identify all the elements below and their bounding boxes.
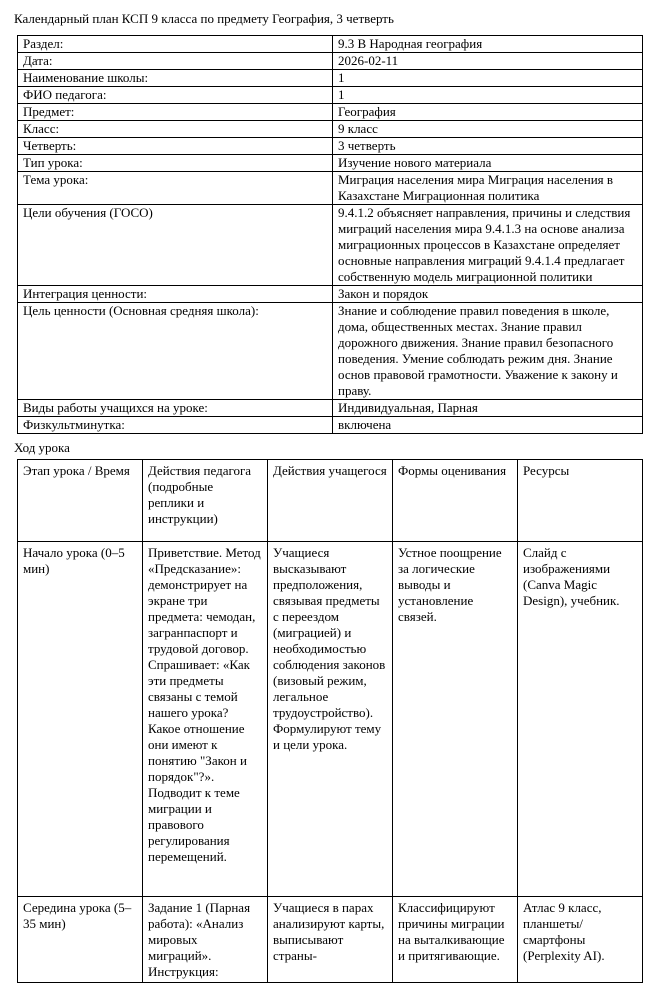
info-label: Тема урока: [18, 172, 333, 205]
info-row [18, 36, 643, 53]
plan-cell-assessment: Классифицируют причины миграции на выталкивающие и притягивающие. [393, 897, 518, 983]
info-value: 9.4.1.2 объясняет направления, причины и следствия миграций населения мира 9.4.1.3 на основе анализа миграционных процессов в Казахстане определяет основные направления миграций 9.4.1.4 предлагает собственную модель миграционной политики [333, 205, 643, 286]
info-value: 1 [333, 87, 643, 104]
info-row [18, 400, 643, 417]
info-label: Наименование школы: [18, 70, 333, 87]
plan-cell-stage: Начало урока (0–5 мин) [18, 542, 143, 897]
info-label: Раздел: [18, 36, 333, 53]
info-value: 9 класс [333, 121, 643, 138]
info-value: 3 четверть [333, 138, 643, 155]
info-row [18, 138, 643, 155]
info-value: Закон и порядок [333, 286, 643, 303]
info-label: Виды работы учащихся на уроке: [18, 400, 333, 417]
plan-cell-resources: Слайд с изображениями (Canva Magic Design), учебник. [518, 542, 643, 897]
info-label: Дата: [18, 53, 333, 70]
info-row [18, 155, 643, 172]
lesson-plan-table [17, 459, 643, 983]
plan-cell-stage: Середина урока (5–35 мин) [18, 897, 143, 983]
plan-cell-assessment: Устное поощрение за логические выводы и установление связей. [393, 542, 518, 897]
info-label: Физкультминутка: [18, 417, 333, 434]
info-row [18, 417, 643, 434]
info-value: Знание и соблюдение правил поведения в школе, дома, общественных местах. Знание правил дорожного движения. Знание правил безопасного поведения. Умение соблюдать режим дня. Знание основ правовой грамотности. Уважение к закону и праву. [333, 303, 643, 400]
info-value: География [333, 104, 643, 121]
info-label: ФИО педагога: [18, 87, 333, 104]
info-value: Миграция населения мира Миграция населения в Казахстане Миграционная политика [333, 172, 643, 205]
header-assessment: Формы оценивания [393, 460, 518, 542]
info-row [18, 205, 643, 286]
info-label: Класс: [18, 121, 333, 138]
lesson-flow-heading: Ход урока [14, 440, 70, 455]
header-stage: Этап урока / Время [18, 460, 143, 542]
info-value: Индивидуальная, Парная [333, 400, 643, 417]
info-row [18, 286, 643, 303]
info-label: Интеграция ценности: [18, 286, 333, 303]
info-label: Цель ценности (Основная средняя школа): [18, 303, 333, 400]
info-row [18, 70, 643, 87]
plan-row [18, 542, 643, 897]
info-row [18, 303, 643, 400]
info-label: Предмет: [18, 104, 333, 121]
info-value: 9.3 В Народная география [333, 36, 643, 53]
info-row [18, 172, 643, 205]
info-value: Изучение нового материала [333, 155, 643, 172]
lesson-info-table [17, 35, 643, 434]
info-row [18, 104, 643, 121]
info-value: 2026-02-11 [333, 53, 643, 70]
header-resources: Ресурсы [518, 460, 643, 542]
document-title: Календарный план КСП 9 класса по предмету География, 3 четверть [14, 11, 394, 26]
info-label: Тип урока: [18, 155, 333, 172]
plan-cell-teacher: Задание 1 (Парная работа): «Анализ мировых миграций». Инструкция: [143, 897, 268, 983]
info-row [18, 87, 643, 104]
plan-cell-student: Учащиеся в парах анализируют карты, выписывают страны- [268, 897, 393, 983]
header-teacher-actions: Действия педагога (подробные реплики и инструкции) [143, 460, 268, 542]
info-label: Четверть: [18, 138, 333, 155]
plan-row [18, 897, 643, 983]
info-value: включена [333, 417, 643, 434]
plan-header-row [18, 460, 643, 542]
plan-cell-teacher: Приветствие. Метод «Предсказание»: демонстрирует на экране три предмета: чемодан, загранпаспорт и трудовой договор. Спрашивает: «Как эти предметы связаны с темой нашего урока? Какое отношение они имеют к понятию "Закон и порядок"?». Подводит к теме миграции и правового регулирования перемещений. [143, 542, 268, 897]
plan-cell-student: Учащиеся высказывают предположения, связывая предметы с переездом (миграцией) и необходимостью соблюдения законов (визовый режим, легальное трудоустройство). Формулируют тему и цели урока. [268, 542, 393, 897]
plan-cell-resources: Атлас 9 класс, планшеты/смартфоны (Perplexity AI). [518, 897, 643, 983]
info-row [18, 121, 643, 138]
header-student-actions: Действия учащегося [268, 460, 393, 542]
info-value: 1 [333, 70, 643, 87]
info-label: Цели обучения (ГОСО) [18, 205, 333, 286]
info-row [18, 53, 643, 70]
